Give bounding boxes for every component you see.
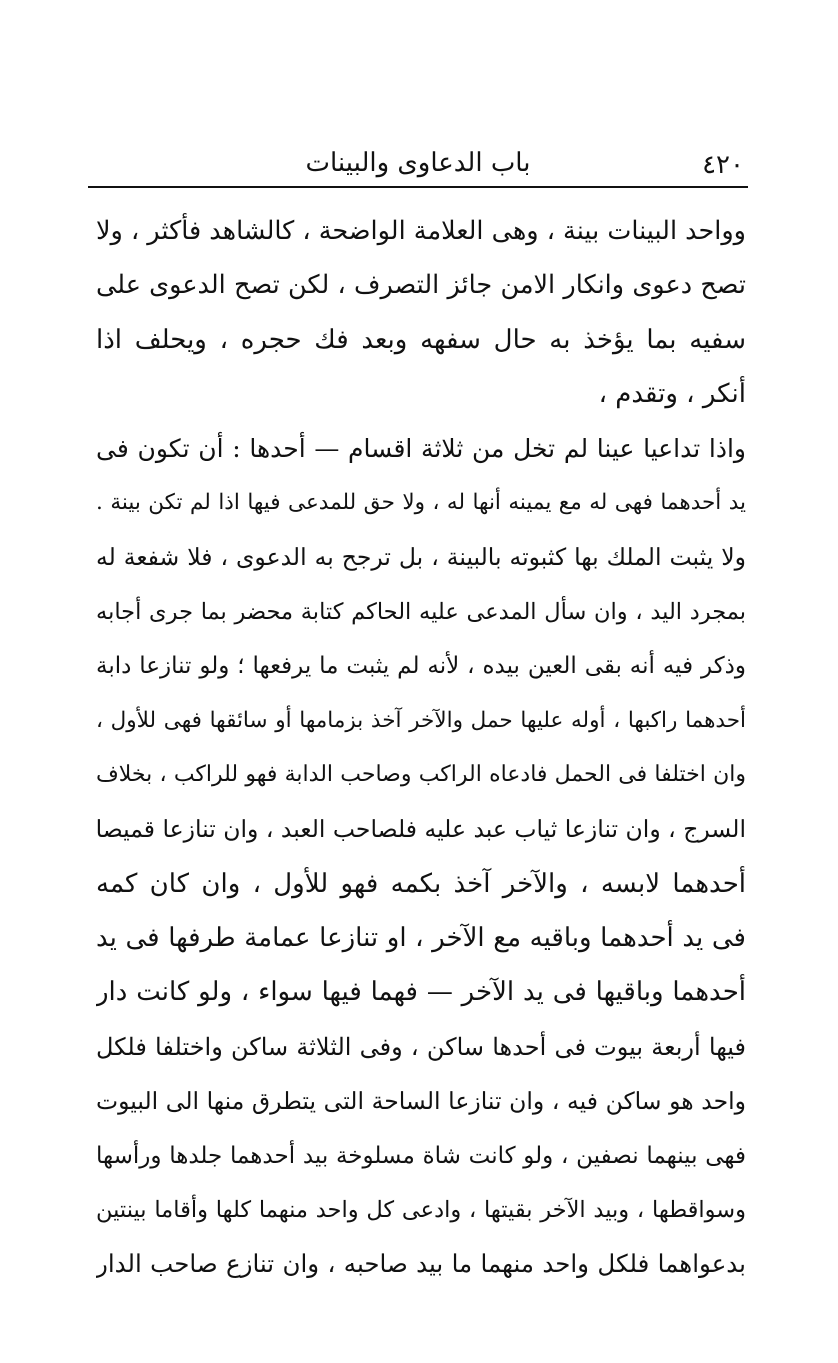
text-line: تصح دعوى وانكار الامن جائز التصرف ، لكن تصح الدعوى على [96, 270, 746, 301]
text-line: واذا تداعيا عينا لم تخل من ثلاثة اقسام — أحدها : أن تكون فى [96, 433, 746, 463]
text-line: وان اختلفا فى الحمل فادعاه الراكب وصاحب الدابة فهو للراكب ، بخلاف [96, 761, 746, 787]
text-line: فهى بينهما نصفين ، ولو كانت شاة مسلوخة بيد أحدهما جلدها ورأسها [96, 1142, 746, 1169]
text-line: السرج ، وان تنازعا ثياب عبد عليه فلصاحب العبد ، وان تنازعا قميصا [96, 815, 746, 844]
text-line: ولا يثبت الملك بها كثبوته بالبينة ، بل ترجح به الدعوى ، فلا شفعة له [96, 543, 746, 572]
body-text [96, 204, 746, 1292]
text-line: وسواقطها ، وبيد الآخر بقيتها ، وادعى كل واحد منهما كلها وأقاما بينتين [96, 1197, 746, 1224]
text-line: فيها أربعة بيوت فى أحدها ساكن ، وفى الثلاثة ساكن واختلفا فلكل [96, 1032, 746, 1061]
text-line: يد أحدهما فهى له مع يمينه أنها له ، ولا حق للمدعى فيها اذا لم تكن بينة . [96, 489, 746, 515]
text-line: أحدهما لابسه ، والآخر آخذ بكمه فهو للأول ، وان كان كمه [96, 868, 746, 899]
text-line: وذكر فيه أنه بقى العين بيده ، لأنه لم يثبت ما يرفعها ؛ ولو تنازعا دابة [96, 653, 746, 680]
text-line: أحدهما راكبها ، أوله عليها حمل والآخر آخذ بزمامها أو سائقها فهى للأول ، [96, 707, 746, 733]
header-rule [88, 186, 748, 188]
text-line: أنكر ، وتقدم ، [598, 379, 746, 410]
page-header [88, 140, 748, 184]
text-line: بمجرد اليد ، وان سأل المدعى عليه الحاكم كتابة محضر بما جرى أجابه [96, 598, 746, 625]
running-title: باب الدعاوى والبينات [305, 148, 531, 178]
page-number: ٤٢٠ [702, 150, 744, 180]
text-line: أحدهما وباقيها فى يد الآخر — فهما فيها سواء ، ولو كانت دار [96, 977, 746, 1008]
text-line: وواحد البينات بينة ، وهى العلامة الواضحة ، كالشاهد فأكثر ، ولا [96, 216, 746, 246]
text-line: بدعواهما فلكل واحد منهما ما بيد صاحبه ، وان تنازع صاحب الدار [96, 1249, 746, 1279]
text-line: سفيه بما يؤخذ به حال سفهه وبعد فك حجره ، ويحلف اذا [96, 324, 746, 355]
text-line: فى يد أحدهما وباقيه مع الآخر ، او تنازعا عمامة طرفها فى يد [96, 923, 746, 954]
text-line: واحد هو ساكن فيه ، وان تنازعا الساحة التى يتطرق منها الى البيوت [96, 1087, 746, 1116]
